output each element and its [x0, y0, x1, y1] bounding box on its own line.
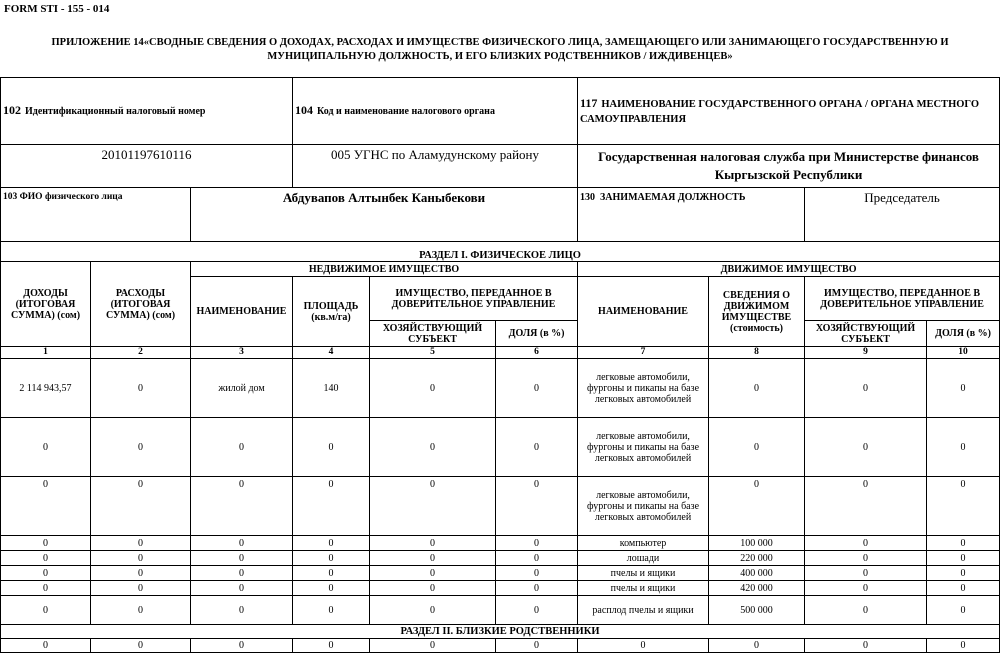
table-cell: 0	[927, 477, 1000, 536]
table-cell: 420 000	[709, 581, 805, 596]
column-number: 7	[578, 347, 709, 359]
table-cell: 0	[293, 581, 370, 596]
field-117-value: Государственная налоговая служба при Министерстве финансов Кыргызской Республики	[578, 145, 1000, 188]
header-real-estate: НЕДВИЖИМОЕ ИМУЩЕСТВО	[191, 262, 578, 277]
header-expenses: РАСХОДЫ (ИТОГОВАЯ СУММА) (сом)	[91, 262, 191, 347]
header-income: ДОХОДЫ (ИТОГОВАЯ СУММА) (сом)	[1, 262, 91, 347]
table-cell: 0	[927, 566, 1000, 581]
table-row	[1, 418, 1000, 477]
header-area: ПЛОЩАДЬ (кв.м/га)	[293, 277, 370, 347]
table-cell: 0	[1, 596, 91, 625]
table-row	[1, 596, 1000, 625]
column-number: 5	[370, 347, 496, 359]
header-name: НАИМЕНОВАНИЕ	[191, 277, 293, 347]
table-cell: 0	[191, 566, 293, 581]
table-cell: 0	[1, 536, 91, 551]
table-cell: 0	[293, 566, 370, 581]
field-102-value: 20101197610116	[1, 145, 293, 188]
section-1-title: РАЗДЕЛ I. ФИЗИЧЕСКОЕ ЛИЦО	[1, 242, 1000, 262]
table-cell: 0	[191, 536, 293, 551]
column-number: 3	[191, 347, 293, 359]
table-cell: 0	[927, 596, 1000, 625]
table-cell: 0	[496, 536, 578, 551]
table-cell: 0	[1, 477, 91, 536]
table-cell: компьютер	[578, 536, 709, 551]
table-cell: 0	[191, 639, 293, 653]
table-row	[1, 581, 1000, 596]
header-entity: ХОЗЯЙСТВУЮЩИЙ СУБЪЕКТ	[370, 321, 496, 347]
field-102-label: 102 Идентификационный налоговый номер	[1, 78, 293, 145]
table-cell: 0	[1, 639, 91, 653]
table-cell: 0	[91, 639, 191, 653]
table-cell: 0	[805, 359, 927, 418]
table-cell: 0	[496, 418, 578, 477]
table-cell: 0	[370, 639, 496, 653]
table-cell: 0	[191, 477, 293, 536]
table-cell: 140	[293, 359, 370, 418]
table-row	[1, 536, 1000, 551]
relatives-row	[1, 639, 1000, 653]
table-cell: 0	[496, 581, 578, 596]
table-cell: 0	[91, 536, 191, 551]
field-104-label: 104 Код и наименование налогового органа	[293, 78, 578, 145]
table-cell: 0	[293, 551, 370, 566]
table-cell: 0	[805, 566, 927, 581]
table-row	[1, 566, 1000, 581]
table-cell: 0	[927, 551, 1000, 566]
table-cell: расплод пчелы и ящики	[578, 596, 709, 625]
column-number: 2	[91, 347, 191, 359]
table-cell: 0	[805, 596, 927, 625]
header-value-info: СВЕДЕНИЯ О ДВИЖИМОМ ИМУЩЕСТВЕ (стоимость)	[709, 277, 805, 347]
table-cell: 0	[293, 596, 370, 625]
table-cell: 0	[191, 596, 293, 625]
table-cell: 0	[293, 536, 370, 551]
header-name-2: НАИМЕНОВАНИЕ	[578, 277, 709, 347]
column-number: 1	[1, 347, 91, 359]
table-cell: 0	[370, 551, 496, 566]
table-cell: пчелы и ящики	[578, 566, 709, 581]
table-cell: 0	[1, 418, 91, 477]
table-cell: 2 114 943,57	[1, 359, 91, 418]
table-cell: 0	[293, 477, 370, 536]
table-cell: 0	[370, 536, 496, 551]
table-cell: 0	[927, 359, 1000, 418]
table-cell: 100 000	[709, 536, 805, 551]
table-cell: 220 000	[709, 551, 805, 566]
header-share: ДОЛЯ (в %)	[496, 321, 578, 347]
table-cell: 0	[709, 477, 805, 536]
column-number: 9	[805, 347, 927, 359]
table-cell: 0	[709, 359, 805, 418]
table-cell: 0	[191, 418, 293, 477]
table-cell: 0	[370, 566, 496, 581]
document-title: ПРИЛОЖЕНИЕ 14«СВОДНЫЕ СВЕДЕНИЯ О ДОХОДАХ, РАСХОДАХ И ИМУЩЕСТВЕ ФИЗИЧЕСКОГО ЛИЦА, ЗАМЕЩАЮЩЕГО ИЛИ ЗАНИМАЮЩЕГО ГОСУДАРСТВЕННУЮ И МУНИЦИПАЛЬНУЮ ДОЛЖНОСТЬ, И ЕГО БЛИЗКИХ РОДСТВЕННИКОВ / ИЖДИВЕНЦЕВ»	[51, 37, 949, 62]
field-117-label: 117 НАИМЕНОВАНИЕ ГОСУДАРСТВЕННОГО ОРГАНА / ОРГАНА МЕСТНОГО САМОУПРАВЛЕНИЯ	[578, 78, 1000, 145]
table-row	[1, 551, 1000, 566]
table-cell: 0	[91, 477, 191, 536]
column-number: 8	[709, 347, 805, 359]
table-cell: 0	[496, 639, 578, 653]
table-cell: 0	[370, 418, 496, 477]
table-cell: пчелы и ящики	[578, 581, 709, 596]
table-cell: 0	[927, 639, 1000, 653]
header-movable: ДВИЖИМОЕ ИМУЩЕСТВО	[578, 262, 1000, 277]
field-103-label: 103 ФИО физического лица	[1, 188, 191, 242]
table-cell: 0	[1, 581, 91, 596]
table-cell: 0	[370, 477, 496, 536]
table-cell: 0	[91, 596, 191, 625]
table-cell: 0	[496, 551, 578, 566]
header-entity-2: ХОЗЯЙСТВУЮЩИЙ СУБЪЕКТ	[805, 321, 927, 347]
column-number: 4	[293, 347, 370, 359]
table-cell: 0	[91, 359, 191, 418]
table-cell: 0	[370, 596, 496, 625]
declaration-table	[0, 77, 1000, 653]
table-cell: 0	[91, 566, 191, 581]
table-cell: 0	[805, 418, 927, 477]
column-numbers-row	[1, 347, 1000, 359]
field-130-label: 130 ЗАНИМАЕМАЯ ДОЛЖНОСТЬ	[578, 188, 805, 242]
table-cell: легковые автомобили, фургоны и пикапы на базе легковых автомобилей	[578, 477, 709, 536]
table-cell: 0	[927, 418, 1000, 477]
table-cell: 0	[191, 551, 293, 566]
table-cell: 0	[805, 536, 927, 551]
table-cell: 0	[91, 418, 191, 477]
table-cell: 0	[496, 477, 578, 536]
table-cell: 0	[191, 581, 293, 596]
table-cell: 0	[927, 536, 1000, 551]
table-cell: 0	[496, 566, 578, 581]
header-trust: ИМУЩЕСТВО, ПЕРЕДАННОЕ В ДОВЕРИТЕЛЬНОЕ УПРАВЛЕНИЕ	[370, 277, 578, 321]
table-row	[1, 359, 1000, 418]
table-cell: 500 000	[709, 596, 805, 625]
table-cell: 0	[927, 581, 1000, 596]
field-130-value: Председатель	[805, 188, 1000, 242]
table-cell: 0	[1, 551, 91, 566]
table-cell: 0	[1, 566, 91, 581]
column-number: 6	[496, 347, 578, 359]
column-number: 10	[927, 347, 1000, 359]
table-row	[1, 477, 1000, 536]
table-cell: 0	[578, 639, 709, 653]
table-cell: 0	[805, 639, 927, 653]
table-cell: 0	[91, 581, 191, 596]
table-cell: жилой дом	[191, 359, 293, 418]
header-share-2: ДОЛЯ (в %)	[927, 321, 1000, 347]
header-trust-2: ИМУЩЕСТВО, ПЕРЕДАННОЕ В ДОВЕРИТЕЛЬНОЕ УПРАВЛЕНИЕ	[805, 277, 1000, 321]
table-cell: 0	[805, 581, 927, 596]
field-103-value: Абдувапов Алтынбек Каныбекови	[191, 188, 578, 242]
table-cell: 0	[370, 359, 496, 418]
table-cell: 0	[496, 596, 578, 625]
table-cell: легковые автомобили, фургоны и пикапы на базе легковых автомобилей	[578, 359, 709, 418]
field-104-value: 005 УГНС по Аламудунскому району	[293, 145, 578, 188]
table-cell: 0	[496, 359, 578, 418]
table-cell: 0	[805, 551, 927, 566]
table-cell: 0	[709, 639, 805, 653]
table-cell: лошади	[578, 551, 709, 566]
table-cell: легковые автомобили, фургоны и пикапы на базе легковых автомобилей	[578, 418, 709, 477]
table-cell: 0	[709, 418, 805, 477]
table-cell: 0	[293, 639, 370, 653]
table-cell: 0	[805, 477, 927, 536]
table-cell: 0	[91, 551, 191, 566]
table-cell: 0	[370, 581, 496, 596]
table-cell: 400 000	[709, 566, 805, 581]
form-code: FORM STI - 155 - 014	[4, 3, 110, 15]
table-cell: 0	[293, 418, 370, 477]
section-2-title: РАЗДЕЛ II. БЛИЗКИЕ РОДСТВЕННИКИ	[1, 625, 1000, 639]
